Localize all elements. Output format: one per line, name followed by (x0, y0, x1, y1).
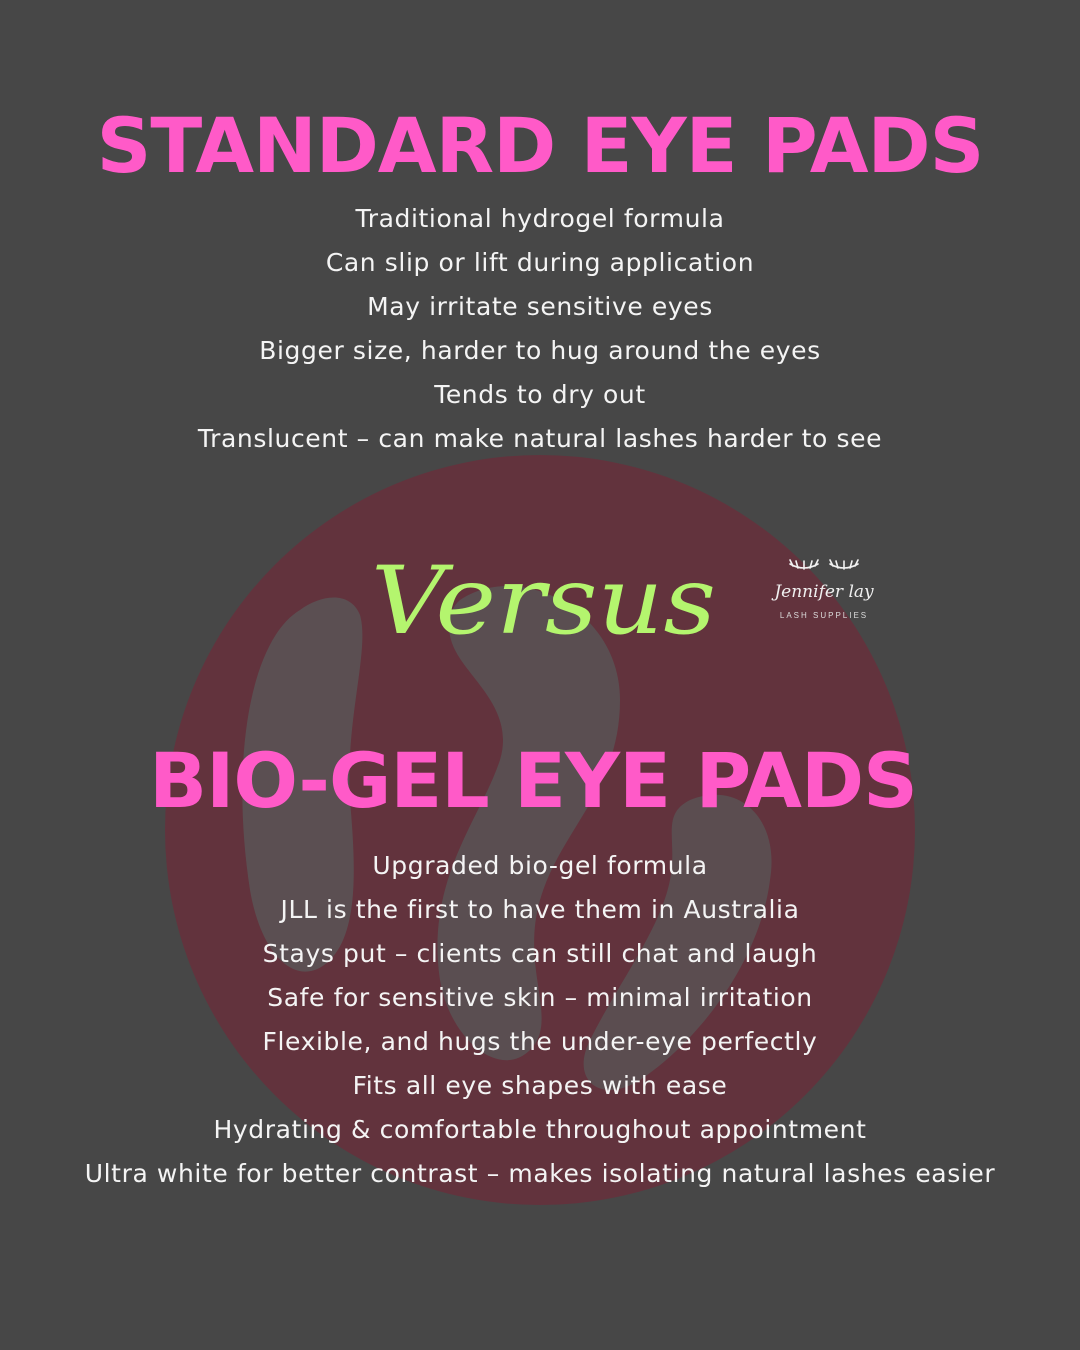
list-item: Upgraded bio-gel formula (372, 851, 708, 880)
list-item: Bigger size, harder to hug around the eyes (259, 336, 821, 365)
closed-eyes-lashes-icon (748, 558, 900, 582)
brand-tagline: LASH SUPPLIES (779, 611, 869, 620)
list-item: Tends to dry out (434, 380, 646, 409)
bio-gel-features-list (0, 844, 1080, 1196)
brand-name: Jennifer lay (774, 582, 874, 602)
list-item: Ultra white for better contrast – makes isolating natural lashes easier (84, 1159, 996, 1188)
list-item: Hydrating & comfortable throughout appointment (213, 1115, 867, 1144)
list-item: JLL is the first to have them in Australia (280, 895, 800, 924)
list-item: May irritate sensitive eyes (367, 292, 713, 321)
standard-features-list (0, 197, 1080, 461)
standard-eye-pads-title: STANDARD EYE PADS (96, 101, 984, 190)
bio-gel-eye-pads-title: BIO-GEL EYE PADS (149, 736, 917, 825)
versus-script-text (365, 535, 725, 655)
svg-text:Versus: Versus (371, 547, 716, 655)
list-item: Traditional hydrogel formula (355, 204, 725, 233)
list-item: Fits all eye shapes with ease (352, 1071, 728, 1100)
list-item: Can slip or lift during application (325, 248, 755, 277)
list-item: Flexible, and hugs the under-eye perfectly (262, 1027, 818, 1056)
list-item: Translucent – can make natural lashes harder to see (197, 424, 883, 453)
list-item: Stays put – clients can still chat and laugh (262, 939, 818, 968)
list-item: Safe for sensitive skin – minimal irritation (267, 983, 813, 1012)
brand-logo (748, 558, 900, 628)
